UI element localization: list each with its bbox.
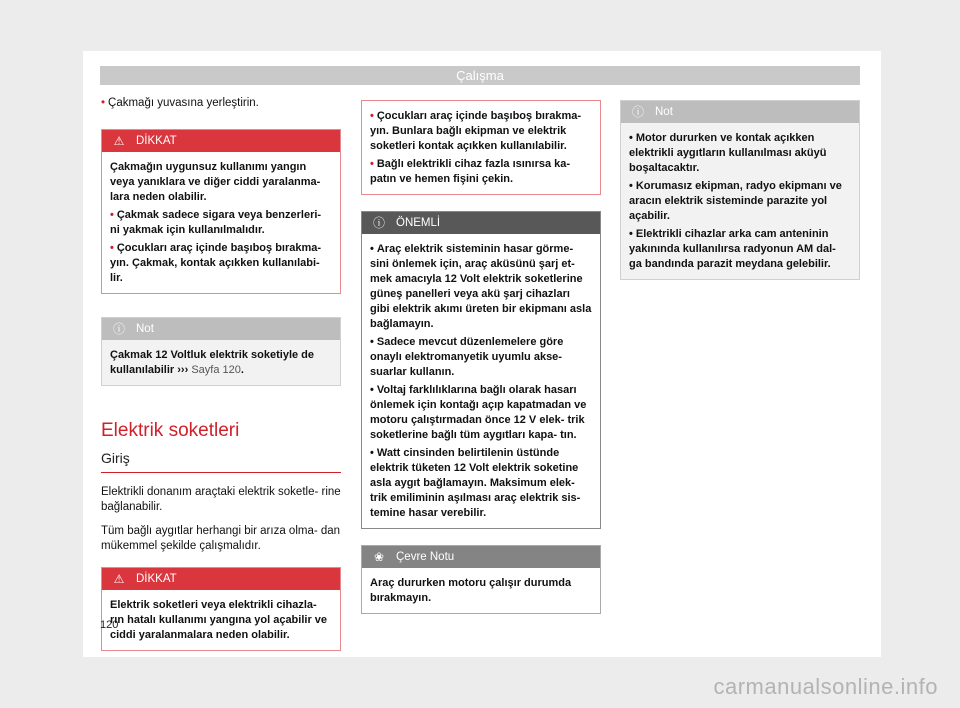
note-bullet [629,131,851,176]
important-bullet-text: Watt cinsinden belirtilenin üstünde elektrik tüketen 12 Volt elektrik soketine asla aygıt bağlamayın. Maksimum elek- trik emiliminin aşılması araç elektrik sis- temine hasar verebilir. [370,447,581,519]
important-bullet-text: Sadece mevcut düzenlemelere göre onaylı elektromanyetik uyumlu akse- suarlar kullanın. [370,336,564,378]
leaf-icon: ❀ [373,550,385,564]
note-box-1 [101,317,341,386]
note-header [102,318,340,340]
bullet-icon: • [370,158,374,170]
note-label: Not [655,106,673,118]
bullet-icon: • [370,336,374,348]
note-bullet [629,179,851,224]
warning-header [102,130,340,152]
environment-note-box [361,545,601,614]
note-bullet-text: Elektrikli cihazlar arka cam anteninin yakınında kullanılırsa radyonun AM dal- ga bandında parazit meydana gelebilir. [629,228,836,270]
info-icon: ⓘ [631,105,644,119]
warning-body [362,101,600,194]
important-bullet [370,335,592,380]
paragraph: Elektrikli donanım araçtaki elektrik soketle- rine bağlanabilir. [101,485,341,513]
bullet-icon: • [101,97,106,109]
watermark: carmanualsonline.info [713,674,938,699]
intro-bullet [101,96,341,112]
page-link[interactable]: Sayfa 120 [191,363,241,376]
warning-bullet-text: Çakmak sadece sigara veya benzerleri- ni yakmak için kullanılmalıdır. [110,208,322,236]
bullet-icon: • [370,384,374,396]
important-bullet-text: Voltaj farklılıklarına bağlı olarak hasarı önlemek için kontağı açıp kapatmadan ve motoru çalıştırmadan önce 12 V elek- trik soketlerine bağlı tüm aygıtları kapa- tın. [370,384,587,441]
note-bullet-text: Korumasız ekipman, radyo ekipmanı ve aracın elektrik sisteminde parazite yol açabilir. [629,180,842,222]
warning-box-1 [101,129,341,294]
bullet-icon: • [629,180,633,192]
important-bullet [370,383,592,443]
sub-title: Giriş [101,450,341,473]
bullet-icon: • [370,110,374,122]
warning-text: Elektrik soketleri veya elektrikli cihazla- rın hatalı kullanımı yangına yol açabilir ve ciddi yaralanmalara neden olabilir. [110,598,328,641]
warning-triangle-icon: ⚠ [113,133,125,148]
note-body [102,340,340,385]
section-title: Elektrik soketleri [101,419,240,441]
note-body [621,123,859,279]
warning-bullet [370,157,592,187]
warning-bullet-text: Çocukları araç içinde başıboş bırakma- yın. Çakmak, kontak açıkken kullanılabi- lir. [110,241,322,284]
note-end: . [240,363,244,376]
warning-triangle-icon: ⚠ [113,571,125,586]
important-body [362,234,600,528]
bullet-icon: • [110,208,114,221]
note-text-main: Çakmak 12 Voltluk elektrik soketiyle de kullanılabilir [110,348,315,376]
note-header [621,101,859,123]
important-bullet [370,242,592,332]
bullet-icon: • [629,132,633,144]
intro-text [101,485,341,555]
column-2 [361,100,601,614]
important-bullet-text: Araç elektrik sisteminin hasar görme- sini önlemek için, araç aküsünü şarj et- mek amacıyla 12 Volt elektrik soketlerine güneş panelleri veya akü şarj cihazları gibi elektrik akımı üreten bir ekipmanı asla bağlamayın. [370,243,592,330]
warning-header [102,568,340,590]
warning-box-2 [101,567,341,651]
bullet-icon: • [110,241,114,254]
environment-label: Çevre Notu [396,551,455,563]
page-header: Çalışma [100,66,860,85]
bullet-icon: • [629,228,633,240]
note-text [110,348,332,378]
important-label: ÖNEMLİ [396,217,441,229]
warning-body [102,152,340,293]
warning-text: Çakmağın uygunsuz kullanımı yangın veya yanıklara ve diğer ciddi yaralanma- lara neden olabilir. [110,160,321,203]
intro-bullet-text: Çakmağı yuvasına yerleştirin. [108,97,259,109]
warning-bullet [110,208,332,238]
column-3 [620,100,860,280]
note-bullet-text: Motor dururken ve kontak açıkken elektrikli aygıtların kullanılması aküyü boşaltacaktır. [629,132,827,174]
paragraph: Tüm bağlı aygıtlar herhangi bir arıza olma- dan mükemmel şekilde çalışmalıdır. [101,524,341,552]
page-number: 120 [100,619,119,631]
arrow-icon: ››› [177,363,189,376]
bullet-icon: • [370,447,374,459]
environment-text: Araç dururken motoru çalışır durumda bırakmayın. [370,577,572,604]
environment-header [362,546,600,568]
warning-bullet [110,241,332,286]
environment-body [362,568,600,613]
warning-label: DİKKAT [136,134,177,147]
warning-continued [361,100,601,195]
note-bullet [629,227,851,272]
important-box [361,211,601,529]
info-icon: ⓘ [112,321,125,336]
bullet-icon: • [370,243,374,255]
important-header [362,212,600,234]
warning-label: DİKKAT [136,572,177,585]
warning-bullet-text: Çocukları araç içinde başıboş bırakma- yın. Bunlara bağlı ekipman ve elektrik soketleri kontak açıkken kullanılabilir. [370,110,582,152]
important-bullet [370,446,592,521]
exclamation-circle-icon: ⓘ [372,216,385,230]
warning-body [102,590,340,650]
note-box-2 [620,100,860,280]
warning-bullet-text: Bağlı elektrikli cihaz fazla ısınırsa ka- patın ve hemen fişini çekin. [370,158,571,185]
warning-bullet [370,109,592,154]
column-1 [101,96,341,651]
note-label: Not [136,322,154,335]
